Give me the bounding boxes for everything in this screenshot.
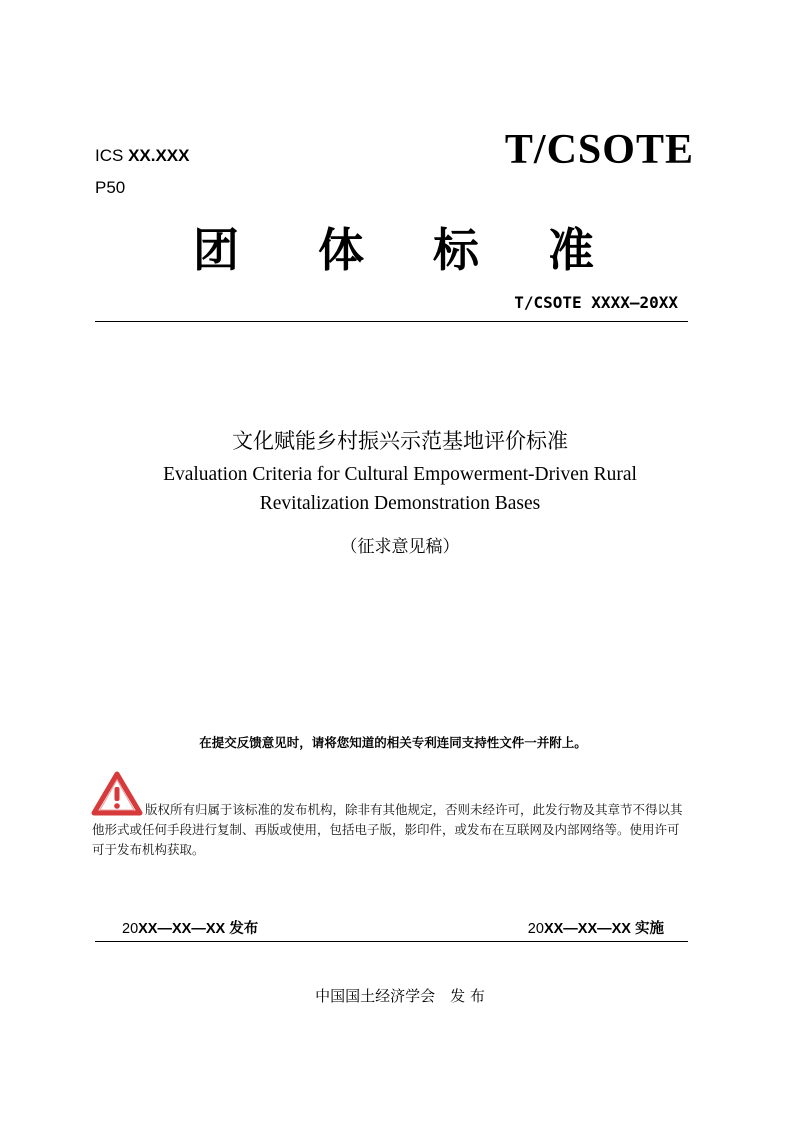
standard-mark: T/CSOTE bbox=[504, 127, 694, 173]
document-name-en-line2: Revitalization Demonstration Bases bbox=[259, 493, 541, 514]
document-name-cn: 文化赋能乡村振兴示范基地评价标准 bbox=[232, 429, 568, 453]
title-char-3: 标 bbox=[433, 223, 479, 277]
title-char-4: 准 bbox=[548, 223, 594, 277]
ics-number: XX.XXX bbox=[128, 146, 190, 165]
footer-divider bbox=[95, 941, 688, 942]
publish-date-rest: XX—XX—XX 发布 bbox=[138, 921, 259, 937]
publisher: 中国国土经济学会 发 布 bbox=[315, 987, 485, 1005]
copyright-notice: 版权所有归属于该标准的发布机构，除非有其他规定，否则未经许可，此发行物及其章节不得以其他形式或任何手段进行复制、再版或使用，包括电子版，影印件，或发布在互联网及内部网络等。使用许可可于发布机构获取。 bbox=[92, 802, 683, 857]
draft-status: （征求意见稿） bbox=[340, 537, 460, 557]
ics-code bbox=[95, 146, 189, 166]
implement-date-rest: XX—XX—XX 实施 bbox=[543, 921, 664, 937]
standard-number: T/CSOTE XXXX—20XX bbox=[514, 293, 678, 312]
publish-date-prefix: 20 bbox=[122, 921, 139, 937]
implement-date bbox=[528, 917, 664, 938]
title-char-1: 团 bbox=[193, 223, 239, 277]
patent-notice: 在提交反馈意见时，请将您知道的相关专利连同支持性文件一并附上。 bbox=[199, 735, 587, 750]
document-name-en-line1: Evaluation Criteria for Cultural Empowerment-Driven Rural bbox=[163, 464, 637, 485]
publish-date bbox=[122, 917, 258, 938]
header-divider bbox=[95, 321, 688, 322]
ccs-code: P50 bbox=[95, 178, 126, 197]
document-name-en bbox=[0, 460, 800, 518]
ics-prefix: ICS bbox=[95, 146, 129, 165]
implement-date-prefix: 20 bbox=[527, 921, 544, 937]
title-char-2: 体 bbox=[318, 223, 364, 277]
